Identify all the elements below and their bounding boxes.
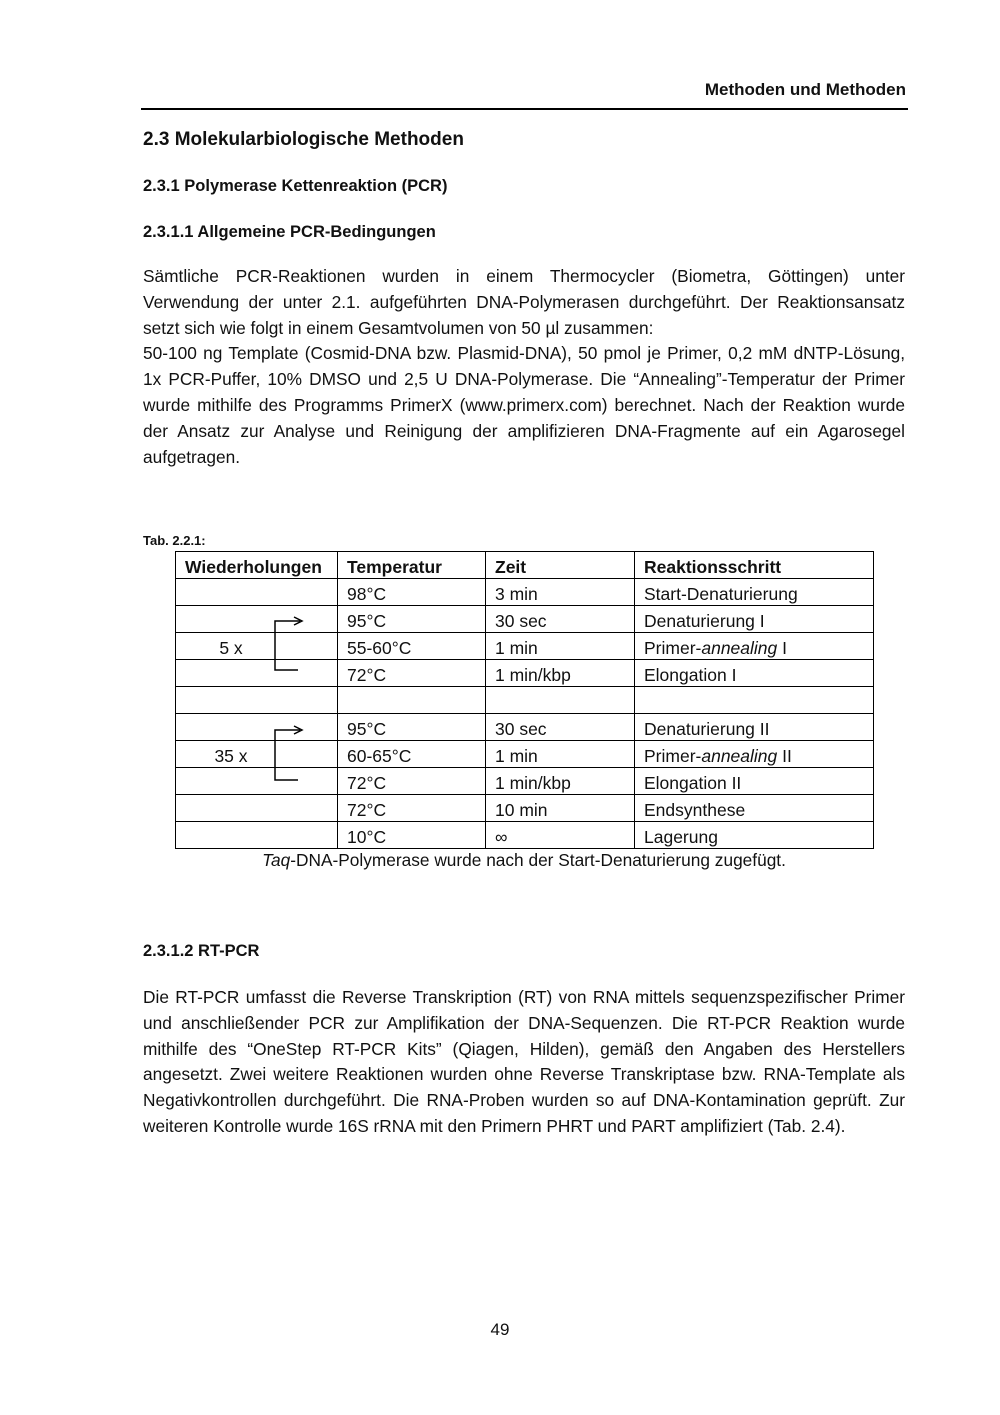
footnote-text: -DNA-Polymerase wurde nach der Start-Denaturierung zugefügt.: [290, 850, 786, 870]
step-prefix: Primer-: [644, 638, 702, 658]
cell-temperature: 95°C: [338, 714, 486, 741]
cell-step: Endsynthese: [635, 795, 874, 822]
cell-repetitions: [176, 606, 338, 633]
table-row: [176, 687, 874, 714]
cell-time: 3 min: [486, 579, 635, 606]
cell-temperature: 60-65°C: [338, 741, 486, 768]
cell-step: [635, 633, 874, 660]
cell-temperature: 72°C: [338, 768, 486, 795]
cell-repetitions: [176, 822, 338, 849]
page-number: 49: [490, 1320, 510, 1339]
cell-repetitions: 35 x: [176, 741, 338, 768]
table-row: [176, 660, 874, 687]
step-prefix: Primer-: [644, 746, 702, 766]
cell-time: 1 min/kbp: [486, 660, 635, 687]
cell-repetitions: [176, 795, 338, 822]
subsubsection-heading-general: 2.3.1.1 Allgemeine PCR-Bedingungen: [143, 223, 436, 241]
cell-time: ∞: [486, 822, 635, 849]
step-italic: annealing: [701, 746, 778, 766]
cell-repetitions: [176, 687, 338, 714]
table-row: [176, 579, 874, 606]
cell-step: Elongation I: [635, 660, 874, 687]
cell-step: [635, 741, 874, 768]
header-reaction-step: Reaktionsschritt: [635, 552, 874, 579]
header-temperature: Temperatur: [338, 552, 486, 579]
cell-temperature: 98°C: [338, 579, 486, 606]
cell-step: Elongation II: [635, 768, 874, 795]
table-caption: Tab. 2.2.1:: [143, 533, 206, 548]
table-row: [176, 606, 874, 633]
cell-time: 10 min: [486, 795, 635, 822]
header-title: Methoden und Methoden: [704, 80, 906, 99]
table-row: [176, 795, 874, 822]
step-suffix: II: [777, 746, 792, 766]
cell-time: 1 min: [486, 633, 635, 660]
paragraph-general: [143, 264, 905, 470]
table-row: [176, 768, 874, 795]
table-row: [176, 741, 874, 768]
cell-temperature: 55-60°C: [338, 633, 486, 660]
cell-repetitions: [176, 660, 338, 687]
pcr-conditions-table: [175, 551, 874, 849]
cell-repetitions: 5 x: [176, 633, 338, 660]
header-repetitions: Wiederholungen: [176, 552, 338, 579]
cell-temperature: 72°C: [338, 660, 486, 687]
footnote-italic: Taq: [262, 850, 291, 870]
cell-repetitions: [176, 714, 338, 741]
table-header-row: [176, 552, 874, 579]
paragraph-general-text-2: 50-100 ng Template (Cosmid-DNA bzw. Plasmid-DNA), 50 pmol je Primer, 0,2 mM dNTP-Lösung, 1x PCR-Puffer, 10% DMSO und 2,5 U DNA-Polymerase. Die “Annealing”-Temperatur der Primer wurde mithilfe des Programms PrimerX (www.primerx.com) berechnet. Nach der Reaktion wurde der Ansatz zur Analyse und Reinigung der amplifizieren DNA-Fragmente auf ein Agarosegel aufgetragen.: [143, 343, 905, 467]
subsection-heading: 2.3.1 Polymerase Kettenreaktion (PCR): [143, 177, 448, 195]
cell-time: 30 sec: [486, 606, 635, 633]
cell-step: Denaturierung II: [635, 714, 874, 741]
paragraph-general-text-1: Sämtliche PCR-Reaktionen wurden in einem Thermocycler (Biometra, Göttingen) unter Verwendung der unter 2.1. aufgeführten DNA-Polymerasen durchgeführt. Der Reaktionsansatz setzt sich wie folgt in einem Gesamtvolumen von 50 µl zusammen:: [143, 266, 905, 338]
cell-temperature: 10°C: [338, 822, 486, 849]
cell-repetitions: [176, 579, 338, 606]
paragraph-rtpcr: Die RT-PCR umfasst die Reverse Transkription (RT) von RNA mittels sequenzspezifischer Primer und anschließender PCR zur Amplifikation der DNA-Sequenzen. Die RT-PCR Reaktion wurde mithilfe des “OneStep RT-PCR Kits” (Qiagen, Hilden), gemäß den Angaben des Herstellers angesetzt. Zwei weitere Reaktionen wurden ohne Reverse Transkriptase bzw. RNA-Template als Negativkontrollen durchgeführt. Die RNA-Proben wurden so auf DNA-Kontamination geprüft. Zur weiteren Kontrolle wurde 16S rRNA mit den Primern PHRT und PART amplifiziert (Tab. 2.4).: [143, 987, 905, 1136]
table-row: [176, 822, 874, 849]
cell-temperature: 72°C: [338, 795, 486, 822]
table-row: [176, 714, 874, 741]
cell-step: Lagerung: [635, 822, 874, 849]
cell-step: [635, 687, 874, 714]
step-suffix: I: [777, 638, 787, 658]
subsubsection-heading-rtpcr: 2.3.1.2 RT-PCR: [143, 942, 260, 960]
cell-step: Denaturierung I: [635, 606, 874, 633]
header-time: Zeit: [486, 552, 635, 579]
cell-time: [486, 687, 635, 714]
cell-temperature: [338, 687, 486, 714]
cell-repetitions: [176, 768, 338, 795]
cell-time: 1 min/kbp: [486, 768, 635, 795]
table-row: [176, 633, 874, 660]
step-italic: annealing: [701, 638, 778, 658]
page-header: [141, 80, 908, 110]
cell-time: 30 sec: [486, 714, 635, 741]
cell-step: Start-Denaturierung: [635, 579, 874, 606]
section-heading: 2.3 Molekularbiologische Methoden: [143, 129, 464, 150]
cell-time: 1 min: [486, 741, 635, 768]
cell-temperature: 95°C: [338, 606, 486, 633]
table-footnote: [175, 850, 873, 871]
